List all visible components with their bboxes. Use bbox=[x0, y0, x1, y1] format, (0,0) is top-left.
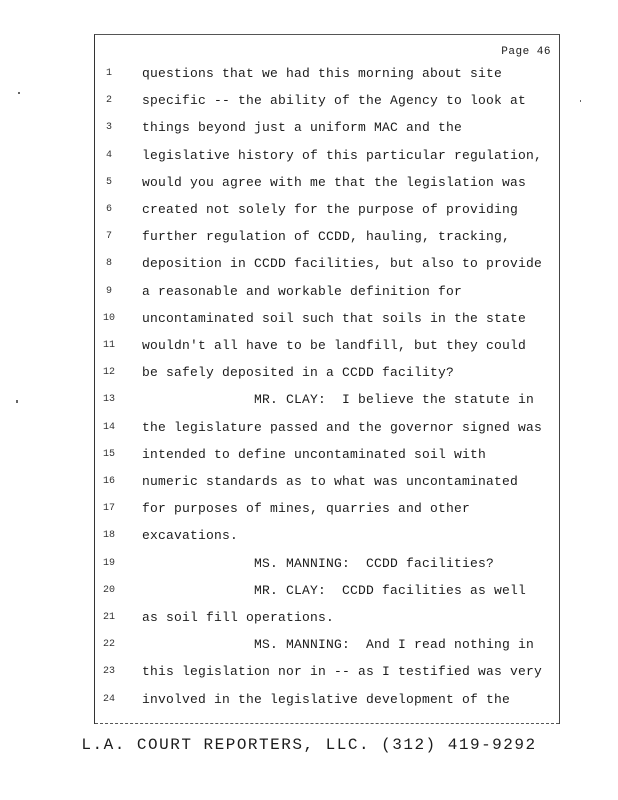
line-number: 24 bbox=[102, 694, 115, 705]
transcript-line-text: for purposes of mines, quarries and other bbox=[142, 501, 471, 516]
transcript-line-text: MR. CLAY: CCDD facilities as well bbox=[142, 583, 527, 598]
page-number-label: Page 46 bbox=[501, 46, 551, 58]
line-number: 22 bbox=[102, 639, 115, 650]
transcript-line-text: be safely deposited in a CCDD facility? bbox=[142, 365, 455, 380]
transcript-line-text: wouldn't all have to be landfill, but they could bbox=[142, 338, 527, 353]
line-number: 8 bbox=[105, 258, 112, 269]
line-number: 14 bbox=[102, 422, 115, 433]
court-reporter-footer: L.A. COURT REPORTERS, LLC. (312) 419-9292 bbox=[81, 736, 537, 754]
transcript-line-text: questions that we had this morning about site bbox=[142, 66, 503, 81]
line-number: 6 bbox=[105, 204, 112, 215]
line-number: 11 bbox=[102, 340, 115, 351]
transcript-line-text: specific -- the ability of the Agency to look at bbox=[142, 93, 527, 108]
line-number: 15 bbox=[102, 449, 115, 460]
transcript-line-text: numeric standards as to what was uncontaminated bbox=[142, 474, 519, 489]
line-number: 20 bbox=[102, 585, 115, 596]
transcript-line-text: the legislature passed and the governor signed was bbox=[142, 420, 543, 435]
scan-speck bbox=[18, 92, 20, 94]
page-bottom-rule bbox=[95, 723, 559, 724]
transcript-line-text: excavations. bbox=[142, 528, 239, 543]
line-number: 13 bbox=[102, 394, 115, 405]
line-number: 19 bbox=[102, 558, 115, 569]
transcript-line-text: legislative history of this particular regulation, bbox=[142, 148, 543, 163]
scan-speck bbox=[580, 100, 581, 102]
transcript-line-text: intended to define uncontaminated soil with bbox=[142, 447, 487, 462]
line-number: 7 bbox=[105, 231, 112, 242]
transcript-line-text: MR. CLAY: I believe the statute in bbox=[142, 392, 535, 407]
transcript-line-text: deposition in CCDD facilities, but also to provide bbox=[142, 256, 543, 271]
transcript-line-text: involved in the legislative development of the bbox=[142, 692, 511, 707]
line-number: 16 bbox=[102, 476, 115, 487]
transcript-line-text: a reasonable and workable definition for bbox=[142, 284, 463, 299]
line-number: 12 bbox=[102, 367, 115, 378]
line-number: 5 bbox=[105, 177, 112, 188]
transcript-line-text: MS. MANNING: And I read nothing in bbox=[142, 637, 535, 652]
transcript-line-text: further regulation of CCDD, hauling, tracking, bbox=[142, 229, 511, 244]
line-number: 23 bbox=[102, 666, 115, 677]
line-number: 10 bbox=[102, 313, 115, 324]
line-number: 4 bbox=[105, 150, 112, 161]
transcript-line-text: uncontaminated soil such that soils in the state bbox=[142, 311, 527, 326]
line-number: 21 bbox=[102, 612, 115, 623]
line-number: 17 bbox=[102, 503, 115, 514]
transcript-line-text: MS. MANNING: CCDD facilities? bbox=[142, 556, 495, 571]
line-number: 1 bbox=[105, 68, 112, 79]
transcript-line-text: things beyond just a uniform MAC and the bbox=[142, 120, 463, 135]
line-number: 3 bbox=[105, 122, 112, 133]
line-number: 18 bbox=[102, 530, 115, 541]
scan-speck bbox=[16, 400, 18, 403]
line-number: 2 bbox=[105, 95, 112, 106]
transcript-line-text: created not solely for the purpose of providing bbox=[142, 202, 519, 217]
line-number: 9 bbox=[105, 286, 112, 297]
transcript-line-text: this legislation nor in -- as I testified was very bbox=[142, 664, 543, 679]
transcript-line-text: as soil fill operations. bbox=[142, 610, 335, 625]
transcript-line-text: would you agree with me that the legislation was bbox=[142, 175, 527, 190]
